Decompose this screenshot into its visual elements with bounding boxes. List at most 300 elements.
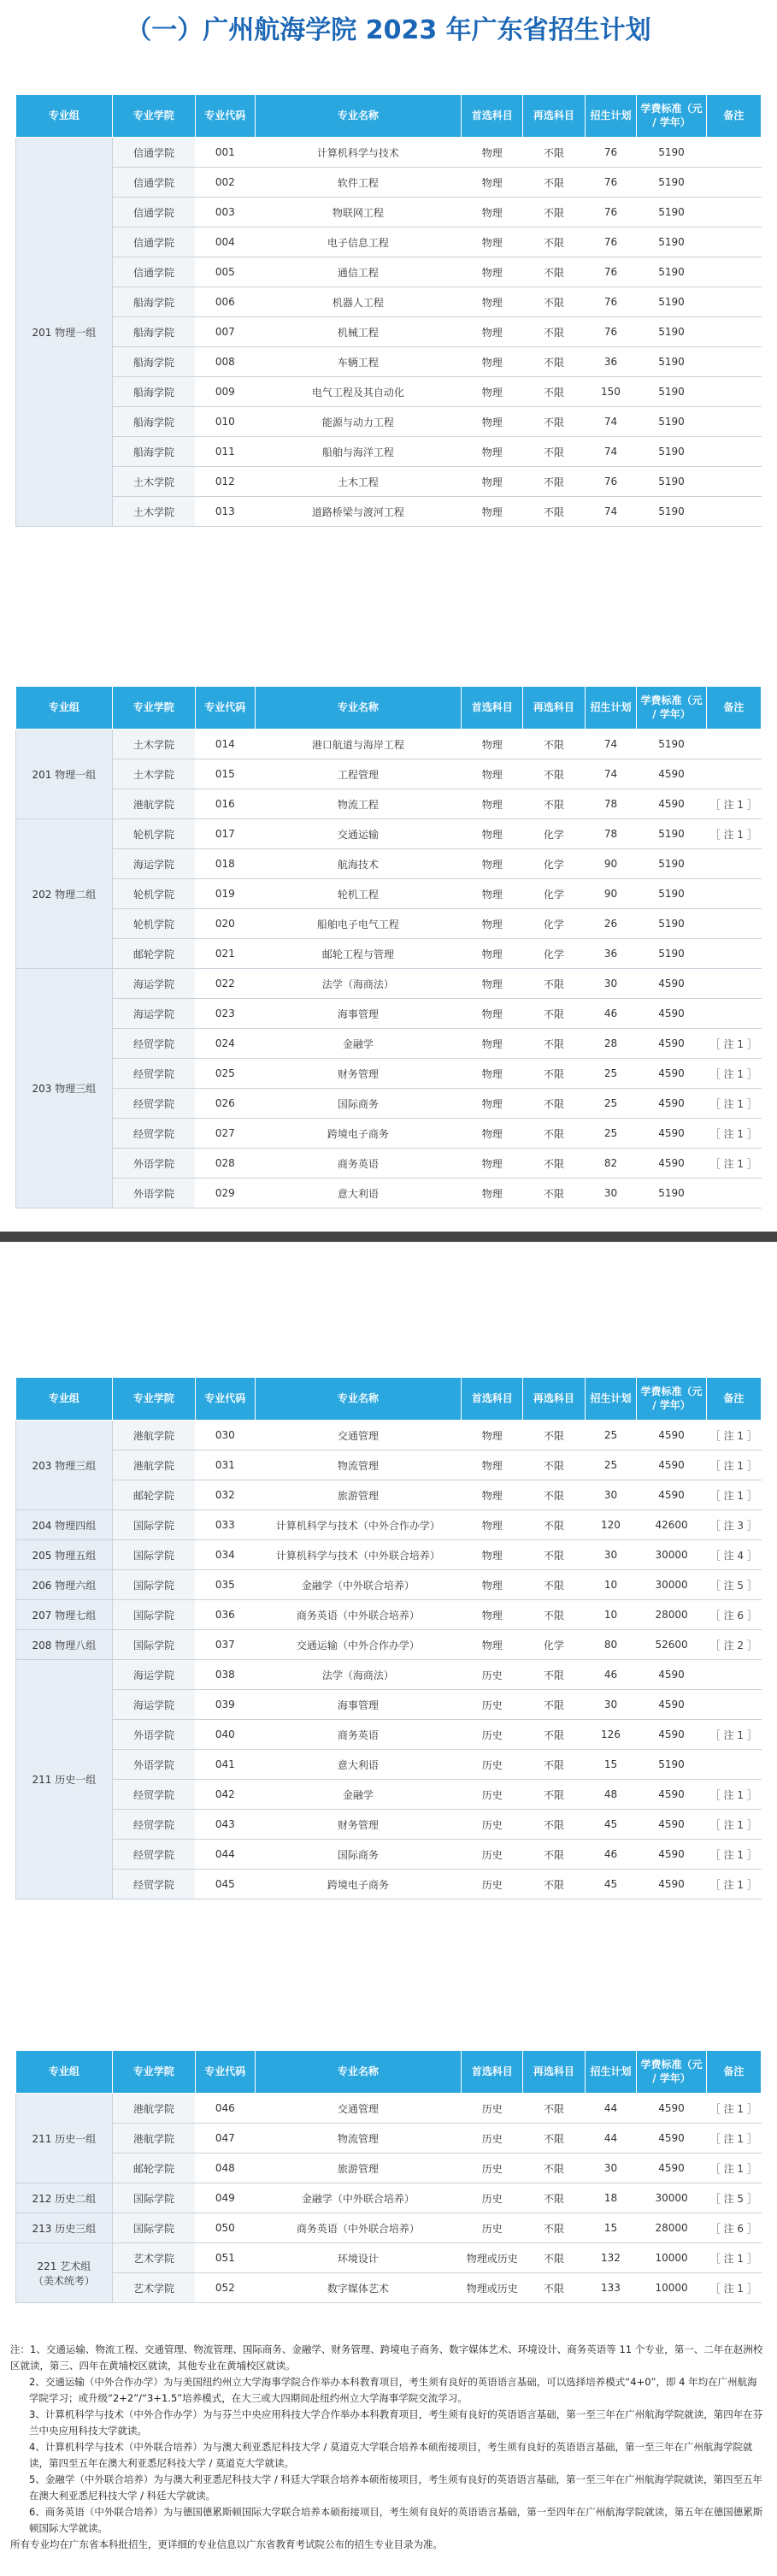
plan-cell: 74 — [585, 407, 637, 437]
header-college: 专业学院 — [112, 687, 195, 730]
first-subject-cell: 物理 — [462, 1421, 523, 1450]
table-row — [16, 1089, 762, 1119]
note-cell: ［ 注 6 ］ — [706, 2213, 761, 2243]
fee-cell: 5190 — [637, 909, 706, 939]
table-row — [16, 168, 762, 198]
table-row — [16, 1029, 762, 1059]
major-cell: 车辆工程 — [255, 347, 461, 377]
code-cell: 002 — [195, 168, 255, 198]
first-subject-cell: 物理 — [462, 849, 523, 879]
code-cell: 011 — [195, 437, 255, 467]
second-subject-cell: 不限 — [523, 1510, 585, 1540]
note-cell: ［ 注 1 ］ — [706, 1029, 761, 1059]
first-subject-cell: 物理 — [462, 1480, 523, 1510]
first-subject-cell: 物理 — [462, 1630, 523, 1660]
first-subject-cell: 物理 — [462, 347, 523, 377]
code-cell: 024 — [195, 1029, 255, 1059]
major-cell: 国际商务 — [255, 1840, 461, 1870]
major-cell: 商务英语（中外联合培养） — [255, 2213, 461, 2243]
header-fee: 学费标准（元 / 学年） — [637, 95, 706, 138]
second-subject-cell: 不限 — [523, 1450, 585, 1480]
note-cell: ［ 注 4 ］ — [706, 1540, 761, 1570]
college-cell: 港航学院 — [112, 2124, 195, 2154]
college-cell: 轮机学院 — [112, 909, 195, 939]
second-subject-cell: 不限 — [523, 789, 585, 819]
plan-cell: 18 — [585, 2183, 637, 2213]
fee-cell: 4590 — [637, 1780, 706, 1810]
second-subject-cell: 不限 — [523, 347, 585, 377]
college-cell: 经贸学院 — [112, 1780, 195, 1810]
first-subject-cell: 物理 — [462, 999, 523, 1029]
plan-cell: 25 — [585, 1450, 637, 1480]
code-cell: 038 — [195, 1660, 255, 1690]
header-second: 再选科目 — [523, 687, 585, 730]
note-cell — [706, 730, 761, 759]
note-cell: ［ 注 6 ］ — [706, 1600, 761, 1630]
plan-cell: 36 — [585, 939, 637, 969]
note-cell — [706, 198, 761, 227]
second-subject-cell: 不限 — [523, 1780, 585, 1810]
note-cell — [706, 467, 761, 497]
plan-cell: 150 — [585, 377, 637, 407]
plan-cell: 25 — [585, 1059, 637, 1089]
second-subject-cell: 不限 — [523, 2273, 585, 2303]
fee-cell: 5190 — [637, 198, 706, 227]
major-cell: 跨境电子商务 — [255, 1870, 461, 1900]
first-subject-cell: 物理 — [462, 789, 523, 819]
table-row — [16, 1570, 762, 1600]
section-divider — [0, 1232, 777, 1242]
code-cell: 042 — [195, 1780, 255, 1810]
code-cell: 001 — [195, 138, 255, 168]
first-subject-cell: 物理 — [462, 1029, 523, 1059]
college-cell: 船海学院 — [112, 377, 195, 407]
plan-cell: 10 — [585, 1570, 637, 1600]
college-cell: 外语学院 — [112, 1179, 195, 1208]
fee-cell: 4590 — [637, 1029, 706, 1059]
fee-cell: 4590 — [637, 1450, 706, 1480]
table-row — [16, 1810, 762, 1840]
first-subject-cell: 物理或历史 — [462, 2273, 523, 2303]
fee-cell: 52600 — [637, 1630, 706, 1660]
plan-cell: 30 — [585, 1480, 637, 1510]
table-row — [16, 999, 762, 1029]
fee-cell: 30000 — [637, 1540, 706, 1570]
fee-cell: 5190 — [637, 227, 706, 257]
second-subject-cell: 不限 — [523, 999, 585, 1029]
table-row — [16, 1450, 762, 1480]
plan-table — [15, 94, 762, 527]
college-cell: 邮轮学院 — [112, 939, 195, 969]
code-cell: 009 — [195, 377, 255, 407]
header-first: 首选科目 — [462, 1378, 523, 1421]
major-cell: 物流管理 — [255, 1450, 461, 1480]
plan-cell: 74 — [585, 730, 637, 759]
table-row — [16, 467, 762, 497]
code-cell: 048 — [195, 2154, 255, 2183]
fee-cell: 5190 — [637, 939, 706, 969]
second-subject-cell: 不限 — [523, 407, 585, 437]
fee-cell: 10000 — [637, 2273, 706, 2303]
first-subject-cell: 历史 — [462, 1780, 523, 1810]
college-cell: 船海学院 — [112, 437, 195, 467]
header-group: 专业组 — [16, 687, 113, 730]
major-cell: 数字媒体艺术 — [255, 2273, 461, 2303]
major-cell: 金融学（中外联合培养） — [255, 1570, 461, 1600]
second-subject-cell: 化学 — [523, 1630, 585, 1660]
table-row — [16, 1421, 762, 1450]
plan-cell: 45 — [585, 1870, 637, 1900]
note-cell: ［ 注 1 ］ — [706, 2273, 761, 2303]
note-cell — [706, 1179, 761, 1208]
major-cell: 交通运输 — [255, 819, 461, 849]
major-cell: 机器人工程 — [255, 287, 461, 317]
second-subject-cell: 不限 — [523, 1870, 585, 1900]
header-fee: 学费标准（元 / 学年） — [637, 687, 706, 730]
first-subject-cell: 物理 — [462, 1089, 523, 1119]
second-subject-cell: 不限 — [523, 168, 585, 198]
table-row — [16, 407, 762, 437]
note-cell: ［ 注 5 ］ — [706, 1570, 761, 1600]
major-cell: 物联网工程 — [255, 198, 461, 227]
plan-cell: 133 — [585, 2273, 637, 2303]
college-cell: 信通学院 — [112, 257, 195, 287]
major-cell: 法学（海商法） — [255, 969, 461, 999]
fee-cell: 5190 — [637, 1750, 706, 1780]
table-row — [16, 1059, 762, 1089]
second-subject-cell: 不限 — [523, 497, 585, 527]
first-subject-cell: 历史 — [462, 1660, 523, 1690]
fee-cell: 5190 — [637, 497, 706, 527]
table-row — [16, 1720, 762, 1750]
note-cell: ［ 注 1 ］ — [706, 2154, 761, 2183]
major-cell: 环境设计 — [255, 2243, 461, 2273]
plan-cell: 78 — [585, 819, 637, 849]
major-cell: 能源与动力工程 — [255, 407, 461, 437]
table-row — [16, 287, 762, 317]
major-cell: 电子信息工程 — [255, 227, 461, 257]
second-subject-cell: 不限 — [523, 2243, 585, 2273]
table-row — [16, 879, 762, 909]
note-cell — [706, 969, 761, 999]
major-cell: 航海技术 — [255, 849, 461, 879]
note-cell: ［ 注 1 ］ — [706, 2094, 761, 2124]
first-subject-cell: 物理 — [462, 939, 523, 969]
code-cell: 045 — [195, 1870, 255, 1900]
note-cell — [706, 287, 761, 317]
table-row — [16, 2154, 762, 2183]
footnote: 4、计算机科学与技术（中外联合培养）为与澳大利亚悉尼科技大学 / 莫道克大学联合培养本硕衔接项目，考生须有良好的英语语言基础，第一至三年在广州航海学院就读，第四至五年在澳大利亚悉尼科技大学 / 莫道克大学就读。 — [29, 2441, 753, 2469]
college-cell: 海运学院 — [112, 849, 195, 879]
major-cell: 道路桥梁与渡河工程 — [255, 497, 461, 527]
second-subject-cell: 不限 — [523, 437, 585, 467]
code-cell: 052 — [195, 2273, 255, 2303]
fee-cell: 42600 — [637, 1510, 706, 1540]
second-subject-cell: 不限 — [523, 257, 585, 287]
fee-cell: 4590 — [637, 1720, 706, 1750]
fee-cell: 4590 — [637, 759, 706, 789]
college-cell: 土木学院 — [112, 467, 195, 497]
fee-cell: 5190 — [637, 730, 706, 759]
note-cell: ［ 注 1 ］ — [706, 1780, 761, 1810]
footnotes — [10, 2342, 766, 2553]
plan-cell: 76 — [585, 198, 637, 227]
second-subject-cell: 化学 — [523, 909, 585, 939]
plan-cell: 25 — [585, 1089, 637, 1119]
second-subject-cell: 不限 — [523, 759, 585, 789]
first-subject-cell: 物理 — [462, 1540, 523, 1570]
fee-cell: 5190 — [637, 317, 706, 347]
group-cell: 202 物理二组 — [16, 819, 113, 969]
fee-cell: 5190 — [637, 879, 706, 909]
first-subject-cell: 物理 — [462, 317, 523, 347]
group-cell: 205 物理五组 — [16, 1540, 113, 1570]
second-subject-cell: 不限 — [523, 2183, 585, 2213]
table-row — [16, 1630, 762, 1660]
major-cell: 机械工程 — [255, 317, 461, 347]
header-plan: 招生计划 — [585, 1378, 637, 1421]
plan-table — [15, 1377, 762, 1900]
fee-cell: 5190 — [637, 347, 706, 377]
plan-cell: 28 — [585, 1029, 637, 1059]
plan-cell: 46 — [585, 999, 637, 1029]
note-cell — [706, 909, 761, 939]
second-subject-cell: 不限 — [523, 1029, 585, 1059]
table-row — [16, 257, 762, 287]
second-subject-cell: 不限 — [523, 2094, 585, 2124]
fee-cell: 4590 — [637, 1690, 706, 1720]
note-cell: ［ 注 1 ］ — [706, 789, 761, 819]
second-subject-cell: 不限 — [523, 1690, 585, 1720]
major-cell: 国际商务 — [255, 1089, 461, 1119]
code-cell: 019 — [195, 879, 255, 909]
fee-cell: 5190 — [637, 138, 706, 168]
second-subject-cell: 不限 — [523, 1421, 585, 1450]
major-cell: 通信工程 — [255, 257, 461, 287]
first-subject-cell: 物理 — [462, 969, 523, 999]
header-second: 再选科目 — [523, 95, 585, 138]
table-row — [16, 227, 762, 257]
college-cell: 信通学院 — [112, 138, 195, 168]
first-subject-cell: 物理 — [462, 1510, 523, 1540]
college-cell: 国际学院 — [112, 2213, 195, 2243]
second-subject-cell: 不限 — [523, 1660, 585, 1690]
college-cell: 海运学院 — [112, 1660, 195, 1690]
second-subject-cell: 不限 — [523, 1149, 585, 1179]
second-subject-cell: 不限 — [523, 1540, 585, 1570]
second-subject-cell: 不限 — [523, 1089, 585, 1119]
group-cell: 203 物理三组 — [16, 969, 113, 1208]
code-cell: 050 — [195, 2213, 255, 2243]
code-cell: 030 — [195, 1421, 255, 1450]
first-subject-cell: 物理 — [462, 1179, 523, 1208]
table-row — [16, 1870, 762, 1900]
footnote: 3、计算机科学与技术（中外合作办学）为与芬兰中央应用科技大学合作举办本科教育项目，考生须有良好的英语语言基础，第一至三年在广州航海学院就读，第四年在芬兰中央应用科技大学就读。 — [29, 2408, 763, 2437]
plan-cell: 15 — [585, 1750, 637, 1780]
second-subject-cell: 不限 — [523, 1840, 585, 1870]
note-cell: ［ 注 1 ］ — [706, 1149, 761, 1179]
fee-cell: 5190 — [637, 467, 706, 497]
major-cell: 软件工程 — [255, 168, 461, 198]
major-cell: 工程管理 — [255, 759, 461, 789]
plan-cell: 44 — [585, 2094, 637, 2124]
header-second: 再选科目 — [523, 2051, 585, 2094]
code-cell: 047 — [195, 2124, 255, 2154]
plan-cell: 46 — [585, 1840, 637, 1870]
table-row — [16, 1540, 762, 1570]
second-subject-cell: 不限 — [523, 1810, 585, 1840]
college-cell: 港航学院 — [112, 1450, 195, 1480]
table-row — [16, 1119, 762, 1149]
first-subject-cell: 物理 — [462, 909, 523, 939]
fee-cell: 4590 — [637, 1149, 706, 1179]
table-row — [16, 1750, 762, 1780]
college-cell: 信通学院 — [112, 198, 195, 227]
header-plan: 招生计划 — [585, 95, 637, 138]
fee-cell: 5190 — [637, 377, 706, 407]
plan-cell: 46 — [585, 1660, 637, 1690]
plan-cell: 126 — [585, 1720, 637, 1750]
table-row — [16, 377, 762, 407]
footnote: 6、商务英语（中外联合培养）为与德国德累斯顿国际大学联合培养本硕衔接项目，考生须有良好的英语语言基础，第一至四年在广州航海学院就读，第五年在德国德累斯顿国际大学就读。 — [29, 2506, 763, 2534]
note-cell: ［ 注 1 ］ — [706, 1840, 761, 1870]
major-cell: 轮机工程 — [255, 879, 461, 909]
group-cell: 211 历史一组 — [16, 2094, 113, 2183]
fee-cell: 4590 — [637, 1660, 706, 1690]
plan-cell: 76 — [585, 257, 637, 287]
college-cell: 轮机学院 — [112, 879, 195, 909]
second-subject-cell: 化学 — [523, 849, 585, 879]
major-cell: 计算机科学与技术（中外联合培养） — [255, 1540, 461, 1570]
major-cell: 计算机科学与技术 — [255, 138, 461, 168]
college-cell: 海运学院 — [112, 999, 195, 1029]
major-cell: 金融学（中外联合培养） — [255, 2183, 461, 2213]
first-subject-cell: 物理 — [462, 1570, 523, 1600]
plan-cell: 48 — [585, 1780, 637, 1810]
second-subject-cell: 不限 — [523, 1750, 585, 1780]
major-cell: 金融学 — [255, 1029, 461, 1059]
college-cell: 经贸学院 — [112, 1119, 195, 1149]
group-cell: 208 物理八组 — [16, 1630, 113, 1660]
plan-cell: 74 — [585, 437, 637, 467]
second-subject-cell: 不限 — [523, 317, 585, 347]
table-row — [16, 1480, 762, 1510]
fee-cell: 5190 — [637, 407, 706, 437]
plan-cell: 76 — [585, 138, 637, 168]
plan-cell: 80 — [585, 1630, 637, 1660]
table-row — [16, 819, 762, 849]
code-cell: 003 — [195, 198, 255, 227]
table-row — [16, 1840, 762, 1870]
header-plan: 招生计划 — [585, 687, 637, 730]
second-subject-cell: 不限 — [523, 1179, 585, 1208]
header-note: 备注 — [706, 95, 761, 138]
fee-cell: 5190 — [637, 168, 706, 198]
fee-cell: 5190 — [637, 1179, 706, 1208]
first-subject-cell: 历史 — [462, 2094, 523, 2124]
table-row — [16, 2243, 762, 2273]
fee-cell: 28000 — [637, 1600, 706, 1630]
note-cell — [706, 759, 761, 789]
header-note: 备注 — [706, 2051, 761, 2094]
second-subject-cell: 不限 — [523, 377, 585, 407]
note-cell — [706, 257, 761, 287]
code-cell: 006 — [195, 287, 255, 317]
second-subject-cell: 不限 — [523, 1570, 585, 1600]
group-cell: 201 物理一组 — [16, 138, 113, 527]
plan-cell: 44 — [585, 2124, 637, 2154]
major-cell: 土木工程 — [255, 467, 461, 497]
college-cell: 国际学院 — [112, 1600, 195, 1630]
plan-cell: 30 — [585, 969, 637, 999]
group-cell: 211 历史一组 — [16, 1660, 113, 1900]
second-subject-cell: 不限 — [523, 2124, 585, 2154]
first-subject-cell: 物理 — [462, 227, 523, 257]
first-subject-cell: 历史 — [462, 1840, 523, 1870]
plan-cell: 74 — [585, 759, 637, 789]
first-subject-cell: 物理 — [462, 168, 523, 198]
footnote: 注：1、交通运输、物流工程、交通管理、物流管理、国际商务、金融学、财务管理、跨境电子商务、数字媒体艺术、环境设计、商务英语等 11 个专业，第一、二年在赵洲校区就读，第三、四年在黄埔校区就读，其他专业在黄埔校区就读。 — [10, 2343, 763, 2372]
code-cell: 007 — [195, 317, 255, 347]
major-cell: 交通运输（中外合作办学） — [255, 1630, 461, 1660]
table-row — [16, 939, 762, 969]
note-cell — [706, 407, 761, 437]
first-subject-cell: 物理 — [462, 198, 523, 227]
college-cell: 国际学院 — [112, 2183, 195, 2213]
college-cell: 外语学院 — [112, 1750, 195, 1780]
college-cell: 邮轮学院 — [112, 1480, 195, 1510]
first-subject-cell: 历史 — [462, 1720, 523, 1750]
major-cell: 法学（海商法） — [255, 1660, 461, 1690]
first-subject-cell: 物理 — [462, 1149, 523, 1179]
plan-table — [15, 2050, 762, 2303]
code-cell: 017 — [195, 819, 255, 849]
code-cell: 026 — [195, 1089, 255, 1119]
major-cell: 财务管理 — [255, 1810, 461, 1840]
second-subject-cell: 化学 — [523, 939, 585, 969]
note-cell — [706, 437, 761, 467]
plan-cell: 74 — [585, 497, 637, 527]
group-cell: 206 物理六组 — [16, 1570, 113, 1600]
header-major: 专业名称 — [255, 687, 461, 730]
table-row — [16, 2094, 762, 2124]
college-cell: 信通学院 — [112, 227, 195, 257]
major-cell: 旅游管理 — [255, 2154, 461, 2183]
college-cell: 邮轮学院 — [112, 2154, 195, 2183]
first-subject-cell: 物理或历史 — [462, 2243, 523, 2273]
first-subject-cell: 物理 — [462, 467, 523, 497]
header-fee: 学费标准（元 / 学年） — [637, 1378, 706, 1421]
table-row — [16, 437, 762, 467]
first-subject-cell: 物理 — [462, 1059, 523, 1089]
table-row — [16, 1660, 762, 1690]
plan-cell: 30 — [585, 1179, 637, 1208]
college-cell: 轮机学院 — [112, 819, 195, 849]
major-cell: 商务英语 — [255, 1720, 461, 1750]
plan-cell: 30 — [585, 1540, 637, 1570]
major-cell: 物流管理 — [255, 2124, 461, 2154]
code-cell: 041 — [195, 1750, 255, 1780]
first-subject-cell: 物理 — [462, 377, 523, 407]
table-row — [16, 2183, 762, 2213]
code-cell: 037 — [195, 1630, 255, 1660]
code-cell: 018 — [195, 849, 255, 879]
second-subject-cell: 不限 — [523, 287, 585, 317]
header-second: 再选科目 — [523, 1378, 585, 1421]
first-subject-cell: 物理 — [462, 287, 523, 317]
plan-cell: 76 — [585, 317, 637, 347]
code-cell: 008 — [195, 347, 255, 377]
